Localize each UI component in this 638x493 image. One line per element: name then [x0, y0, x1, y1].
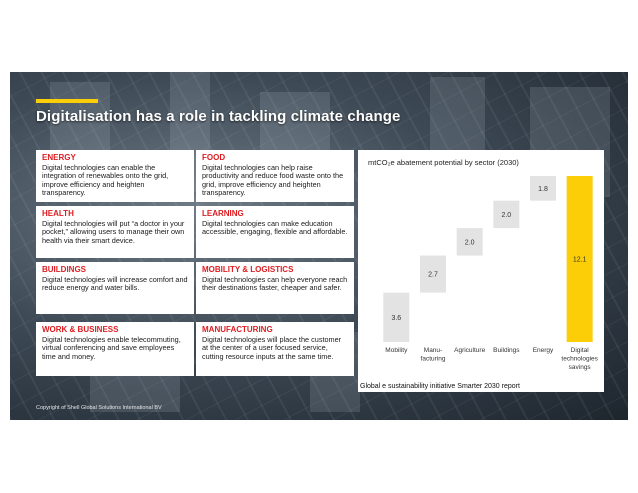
card-heading: MANUFACTURING — [202, 325, 273, 334]
category-tick-label: Buildings — [493, 347, 520, 354]
page-title: Digitalisation has a role in tackling climate change — [36, 108, 401, 125]
bar-value-label: 2.7 — [428, 271, 438, 279]
category-tick-label: Mobility — [385, 347, 408, 354]
card-body: Digital technologies can make education accessible, engaging, flexible and affordable. — [202, 219, 348, 237]
card-buildings — [36, 262, 194, 314]
card-work-business — [36, 322, 194, 376]
card-body: Digital technologies enable telecommuting, virtual conferencing and save employees time and money. — [42, 335, 181, 361]
card-body: Digital technologies can help everyone reach their destinations faster, cheaper and safer. — [202, 275, 348, 293]
card-body: Digital technologies will increase comfort and reduce energy and water bills. — [42, 275, 188, 293]
category-tick-label: savings — [568, 364, 591, 371]
card-food — [196, 150, 354, 202]
card-body: Digital technologies will put “a doctor in your pocket,” allowing users to manage their own health via their smart device. — [42, 219, 185, 245]
card-heading: ENERGY — [42, 153, 76, 162]
card-energy — [36, 150, 194, 202]
title-accent-bar — [36, 99, 98, 103]
card-heading: WORK & BUSINESS — [42, 325, 119, 334]
card-body: Digital technologies can enable the integration of renewables onto the grid, improve efficiency and heighten transparency. — [42, 163, 169, 198]
card-heading: FOOD — [202, 153, 226, 162]
bar-value-label: 12.1 — [572, 256, 587, 264]
card-heading: HEALTH — [42, 209, 74, 218]
card-learning — [196, 206, 354, 258]
card-heading: MOBILITY & LOGISTICS — [202, 265, 294, 274]
category-tick-label: facturing — [420, 355, 446, 363]
slide-background — [10, 72, 628, 420]
category-tick-label: technologies — [561, 355, 598, 363]
card-body: Digital technologies will place the customer at the center of a user focused service, cutting resource inputs at the same time. — [202, 335, 342, 361]
bar-value-label: 3.6 — [391, 314, 402, 322]
copyright-notice: Copyright of Shell Global Solutions International BV — [36, 405, 162, 411]
bar-value-label: 2.0 — [501, 211, 512, 219]
card-heading: BUILDINGS — [42, 265, 86, 274]
chart-panel — [358, 150, 604, 382]
card-mobility-logistics — [196, 262, 354, 314]
card-heading: LEARNING — [202, 209, 244, 218]
source-note: Global e sustainability initiative Smarter 2030 report — [358, 382, 604, 392]
chart-title: mtCO₂e abatement potential by sector (2030) — [368, 158, 519, 167]
category-tick-label: Digital — [570, 347, 589, 354]
card-body: Digital technologies can help raise productivity and reduce food waste onto the grid, improve efficiency and heighten transparency. — [202, 163, 344, 198]
card-health — [36, 206, 194, 258]
bar-value-label: 1.8 — [538, 185, 548, 193]
bar-value-label: 2.0 — [464, 239, 475, 247]
category-tick-label: Manu- — [423, 347, 443, 354]
category-tick-label: Energy — [532, 347, 554, 354]
waterfall-chart — [358, 150, 604, 382]
category-tick-label: Agriculture — [454, 347, 486, 354]
card-manufacturing — [196, 322, 354, 376]
